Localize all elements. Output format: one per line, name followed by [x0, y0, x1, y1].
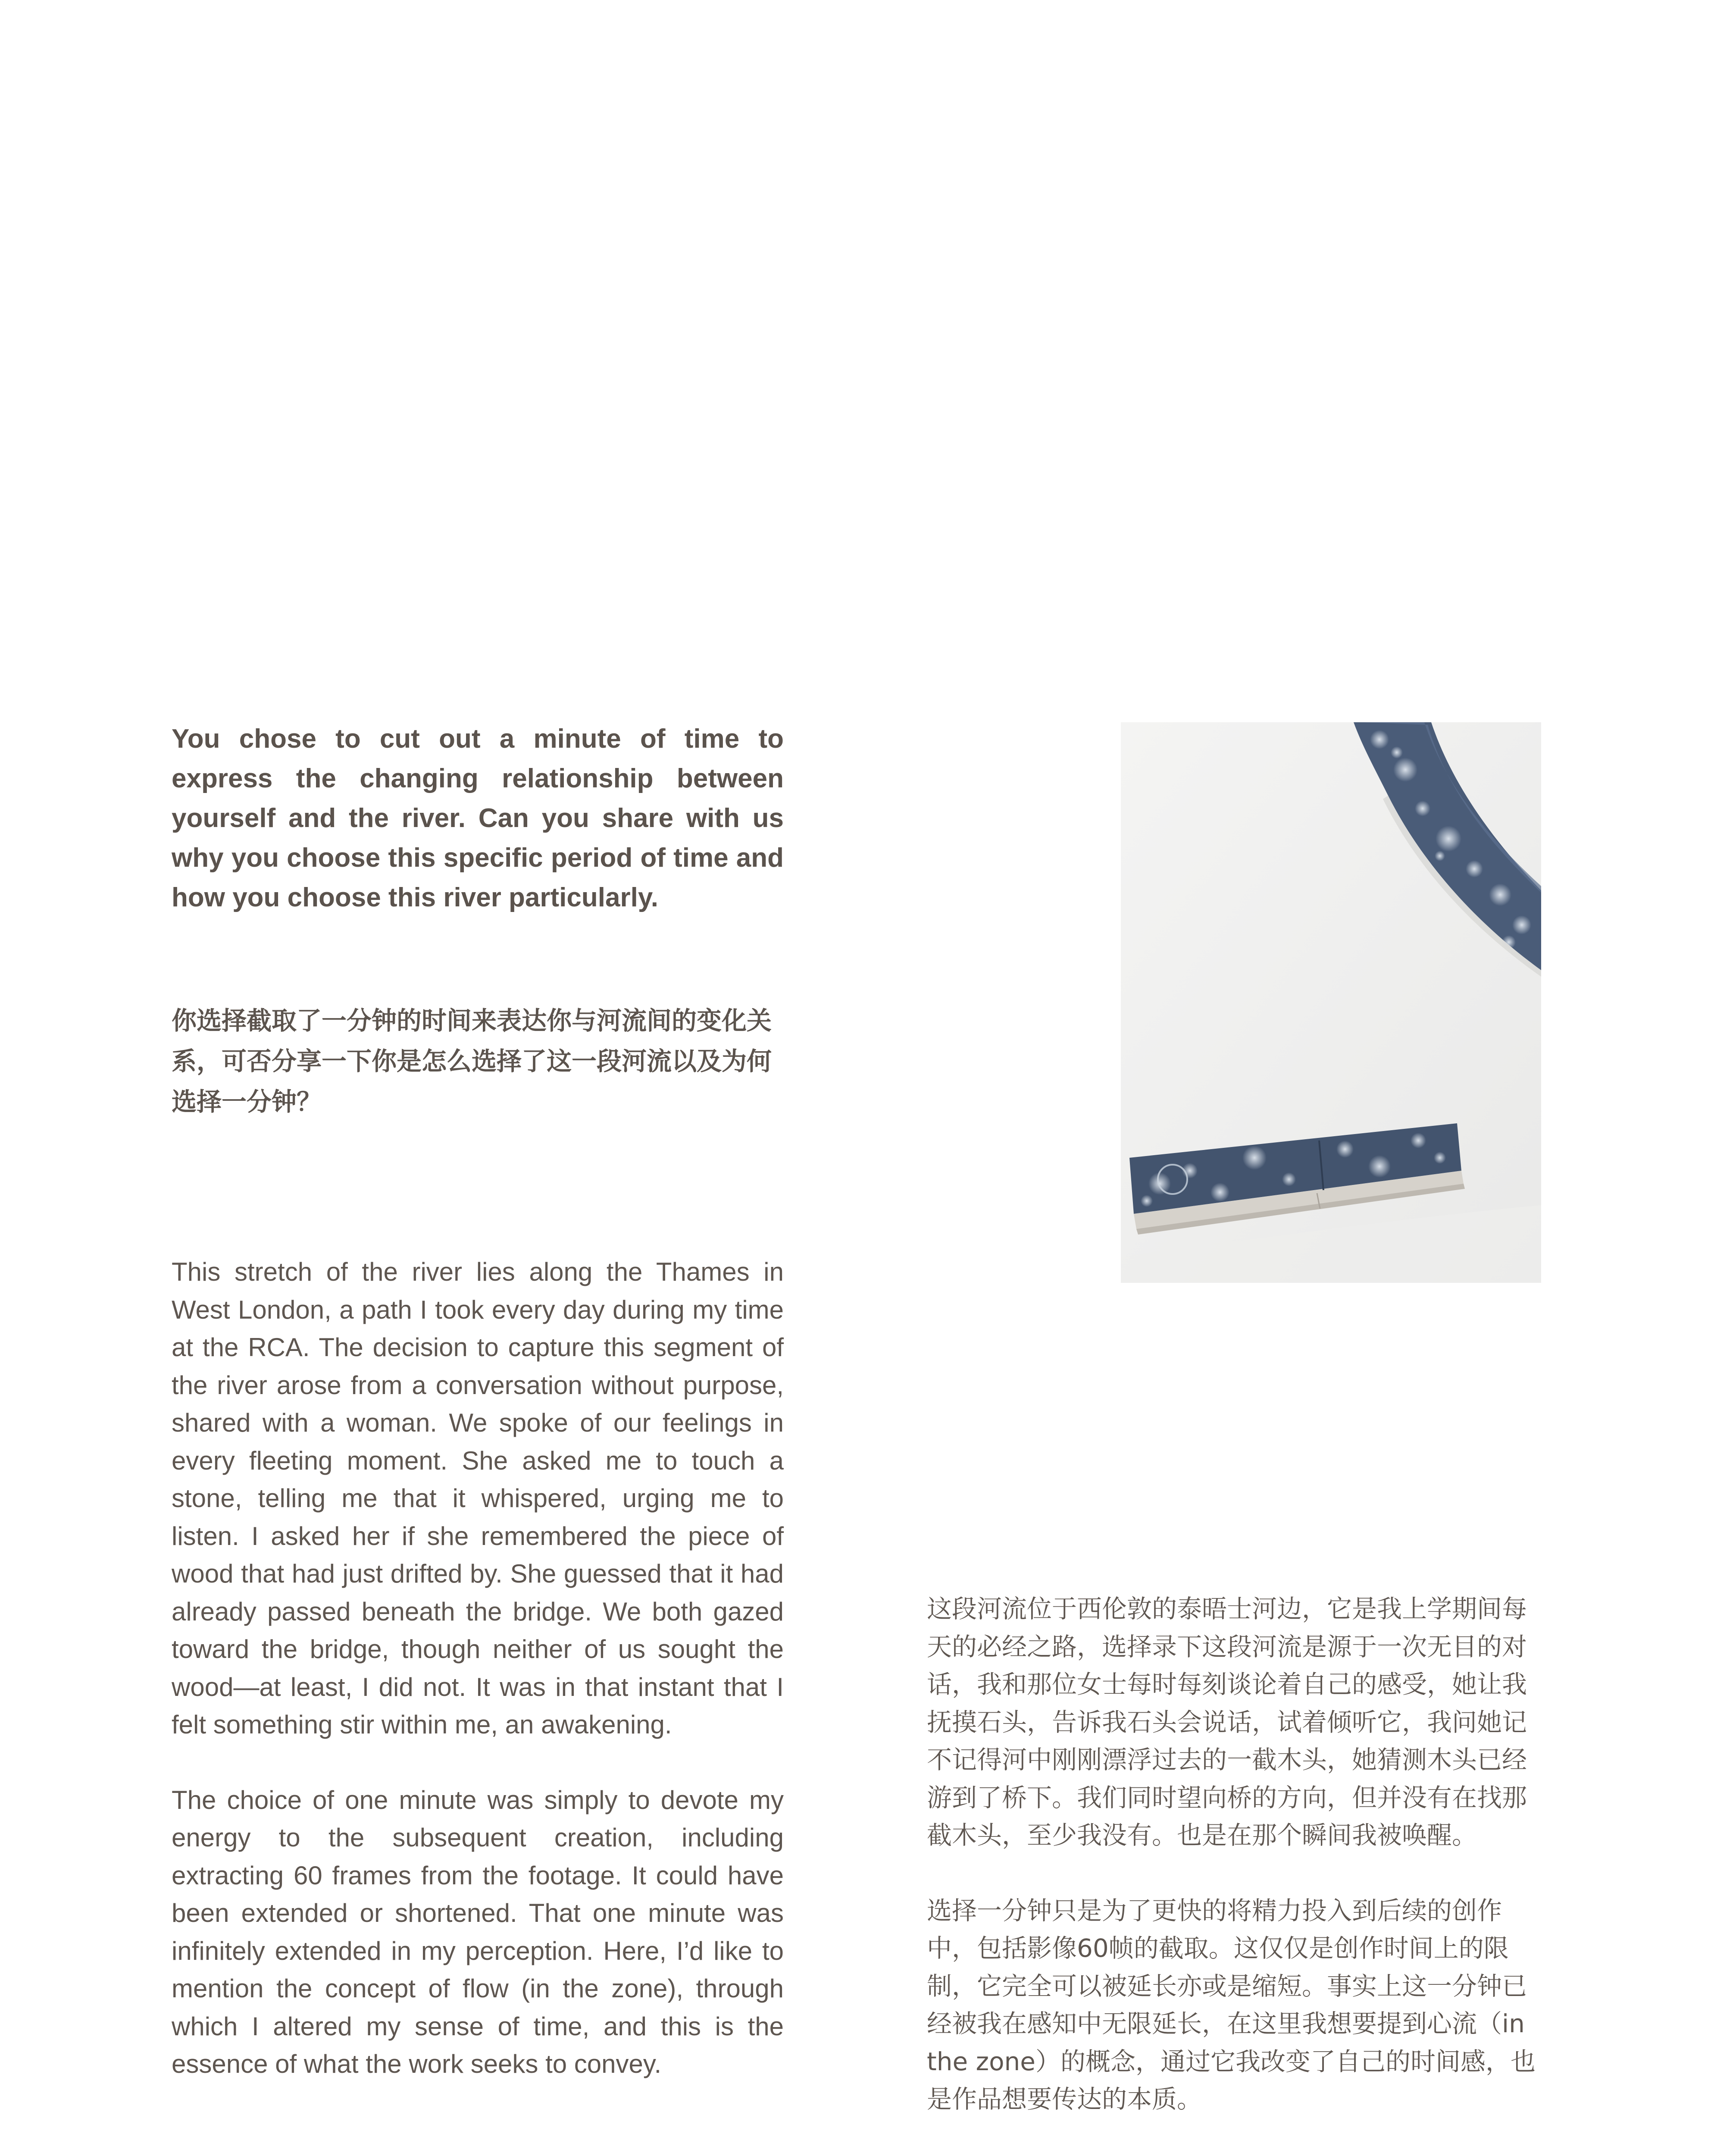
artwork-illustration	[1121, 722, 1541, 1283]
question-chinese: 你选择截取了一分钟的时间来表达你与河流间的变化关系，可否分享一下你是怎么选择了这一段河流以及为何选择一分钟？	[172, 1006, 772, 1116]
answer-chinese	[927, 1590, 1539, 2118]
answer-chinese-paragraph-2: 选择一分钟只是为了更快的将精力投入到后续的创作中，包括影像60帧的截取。这仅仅是创作时间上的限制，它完全可以被延长亦或是缩短。事实上这一分钟已经被我在感知中无限延长，在这里我想要提到心流（in the zone）的概念，通过它我改变了自己的时间感，也是作品想要传达的本质。	[927, 1896, 1536, 2114]
artwork-photo	[1121, 722, 1541, 1283]
answer-english-paragraph-1: This stretch of the river lies along the Thames in West London, a path I took every day during my time at the RCA. The decision to capture this segment of the river arose from a conversation without purpose, shared with a woman. We spoke of our feelings in every fleeting moment. She asked me to touch a stone, telling me that it whispered, urging me to listen. I asked her if she remembered the piece of wood that had just drifted by. She guessed that it had already passed beneath the bridge. We both gazed toward the bridge, though neither of us sought the wood—at least, I did not. It was in that instant that I felt something stir within me, an awakening.	[172, 1257, 784, 1739]
answer-english-paragraph-2: The choice of one minute was simply to devote my energy to the subsequent creation, including extracting 60 frames from the footage. It could have been extended or shortened. That one minute was infinitely extended in my perception. Here, I’d like to mention the concept of flow (in the zone), through which I altered my sense of time, and this is the essence of what the work seeks to convey.	[172, 1785, 784, 2078]
answer-chinese-paragraph-1: 这段河流位于西伦敦的泰晤士河边，它是我上学期间每天的必经之路，选择录下这段河流是源于一次无目的对话，我和那位女士每时每刻谈论着自己的感受，她让我抚摸石头，告诉我石头会说话，试着倾听它，我问她记不记得河中刚刚漂浮过去的一截木头，她猜测木头已经游到了桥下。我们同时望向桥的方向，但并没有在找那截木头，至少我没有。也是在那个瞬间我被唤醒。	[927, 1594, 1527, 1850]
question-english: You chose to cut out a minute of time to express the changing relationship between yourself and the river. Can you share with us why you choose this specific period of time and how you choose this river particularly.	[172, 724, 784, 912]
answer-english	[172, 1253, 784, 2083]
